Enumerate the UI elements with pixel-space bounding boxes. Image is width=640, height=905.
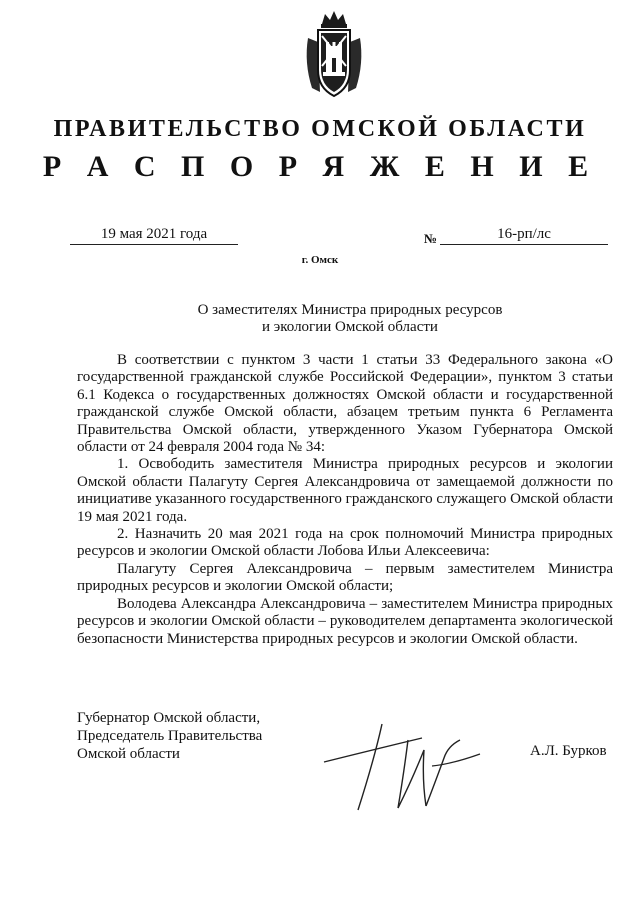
omsk-coat-of-arms-icon xyxy=(298,8,370,98)
signer-title xyxy=(77,709,262,763)
clause-2: 2. Назначить 20 мая 2021 года на срок полномочий Министра природных ресурсов и экологии Омской области Лобова Ильи Алексеевича: xyxy=(77,526,613,560)
handwritten-signature-icon xyxy=(312,710,492,816)
appointment-1: Палагуту Сергея Александровича – первым заместителем Министра природных ресурсов и экологии Омской области; xyxy=(77,560,613,595)
signer-title-line: Председатель Правительства xyxy=(77,728,263,744)
signer-name: А.Л. Бурков xyxy=(530,743,607,759)
number-mark: № xyxy=(424,231,438,246)
subject-line: О заместителях Министра природных ресурсов xyxy=(197,302,503,318)
subject-line: и экологии Омской области xyxy=(262,319,438,335)
city: г. Омск xyxy=(301,254,339,266)
document-date: 19 мая 2021 года xyxy=(70,226,238,245)
document-number: 16-рп/лс xyxy=(440,226,608,245)
signer-title-line: Омской области xyxy=(77,746,180,762)
document-body xyxy=(77,352,613,648)
signer-title-line: Губернатор Омской области, xyxy=(77,710,261,726)
appointment-2: Володева Александра Александровича – заместителем Министра природных ресурсов и экологии Омской области – руководителем департамента экологической безопасности Министерства природных ресурсов и экологии Омской области. xyxy=(77,595,613,647)
document-type: Р А С П О Р Я Ж Е Н И Е xyxy=(42,150,598,183)
document-subject xyxy=(120,302,580,336)
preamble-paragraph: В соответствии с пунктом 3 части 1 статьи 33 Федерального закона «О государственной гражданской службе Российской Федерации», пунктом 3 статьи 6.1 Кодекса о государственных должностях Омской области и государственной гражданской службе Омской области, абзацем третьим пункта 6 Регламента Правительства Омской области, утвержденного Указом Губернатора Омской области от 24 февраля 2004 года № 34: xyxy=(77,352,613,456)
clause-1: 1. Освободить заместителя Министра природных ресурсов и экологии Омской области Палагуту Сергея Александровича от замещаемой должности по инициативе указанного государственного гражданского служащего Омской области 19 мая 2021 года. xyxy=(77,456,614,525)
government-title: ПРАВИТЕЛЬСТВО ОМСКОЙ ОБЛАСТИ xyxy=(53,116,587,142)
